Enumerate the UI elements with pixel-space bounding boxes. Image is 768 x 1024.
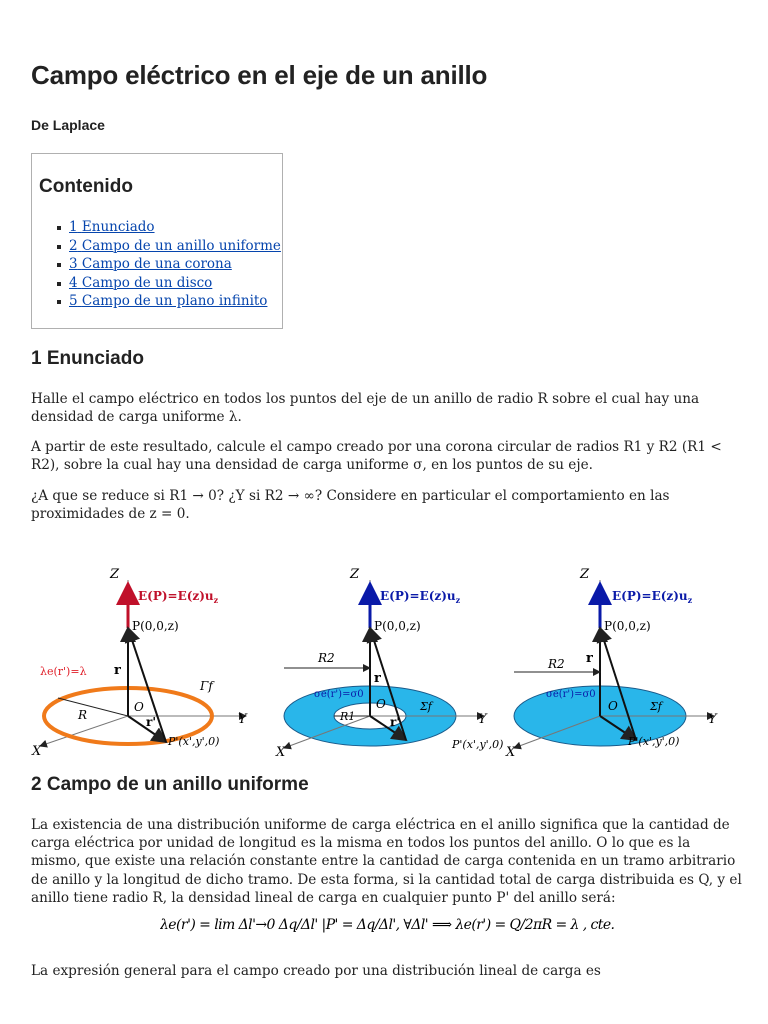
- origin-label: O: [134, 700, 144, 714]
- point-label: P(0,0,z): [374, 619, 421, 633]
- field-label: $E(P)=E(z)u_z$: [138, 589, 219, 605]
- corona-panel: [275, 567, 503, 760]
- z-axis-label: Z: [580, 567, 590, 582]
- x-axis-label: X: [32, 744, 42, 759]
- y-axis-label: Y: [708, 712, 717, 727]
- x-axis-label: X: [506, 745, 516, 760]
- toc-link-anillo[interactable]: 2 Campo de un anillo uniforme: [69, 237, 281, 254]
- disk-panel: [505, 567, 718, 760]
- r-label: r: [114, 663, 121, 678]
- r-label: r: [586, 651, 593, 666]
- paragraph: ¿A que se reduce si R1 → 0? ¿Y si R2 → ∞? Considere en particular el comportamiento en las proximidades de z = 0.: [31, 488, 670, 523]
- toc-item[interactable]: [69, 218, 281, 237]
- toc-item[interactable]: [69, 237, 281, 256]
- table-of-contents: [31, 153, 283, 329]
- toc-list: [32, 218, 281, 311]
- toc-link-enunciado[interactable]: 1 Enunciado: [69, 219, 155, 235]
- charge-distribution-figure: [28, 558, 748, 763]
- field-label: $E(P)=E(z)u_z$: [380, 589, 461, 605]
- origin-label: O: [608, 699, 618, 713]
- y-axis-label: Y: [478, 712, 487, 727]
- toc-item[interactable]: [69, 292, 281, 311]
- p-prime-label: P'(x',y',0): [168, 735, 220, 748]
- z-axis-label: Z: [350, 567, 360, 582]
- disk-density-label: σe(r')=σ0: [546, 689, 596, 700]
- field-label: $E(P)=E(z)u_z$: [612, 589, 693, 605]
- corona-r1-label: R1: [340, 710, 356, 723]
- section-heading-anillo: 2 Campo de un anillo uniforme: [31, 774, 309, 795]
- paragraph: Halle el campo eléctrico en todos los puntos del eje de un anillo de radio R sobre el cual hay una densidad de carga uniforme λ.: [31, 391, 700, 426]
- p-prime-label: P'(x',y',0): [452, 738, 504, 751]
- ring-panel: [31, 567, 248, 759]
- ring-curve-label: Γf: [200, 679, 213, 693]
- formula-text: λe(r') = lim Δl'→0 Δq/Δl' |P' = Δq/Δl', ∀Δl' ⟹ λe(r') = Q/2πR = λ , cte.: [160, 917, 615, 933]
- corona-density-label: σe(r')=σ0: [314, 689, 364, 700]
- y-axis-label: Y: [238, 712, 247, 727]
- disk-r2-label: R2: [548, 657, 565, 671]
- section-heading-enunciado: 1 Enunciado: [31, 348, 144, 369]
- z-axis-label: Z: [110, 567, 120, 582]
- r-prime-label: r': [390, 715, 400, 729]
- toc-link-corona[interactable]: 3 Campo de una corona: [69, 256, 232, 273]
- r-label: r: [374, 671, 381, 686]
- toc-item[interactable]: [69, 255, 281, 274]
- toc-link-disco[interactable]: 4 Campo de un disco: [69, 274, 213, 291]
- paragraph: A partir de este resultado, calcule el campo creado por una corona circular de radios R1 y R2 (R1 < R2), sobre la cual hay una densidad de carga uniforme σ, en los puntos de su eje.: [31, 439, 722, 474]
- point-label: P(0,0,z): [132, 619, 179, 633]
- paragraph: La existencia de una distribución uniforme de carga eléctrica en el anillo significa que la cantidad de carga eléctrica por unidad de longitud es la misma en todos los puntos del anillo. O lo que es la mismo, que existe una relación constante entre la cantidad de carga contenida en un tramo arbitrario de anillo y la longitud de dicho tramo. De esta forma, si la cantidad total de carga distribuida es Q, y el anillo tiene radio R, la densidad lineal de carga en cualquier punto P' del anillo será:: [31, 817, 742, 906]
- corona-r2-label: R2: [318, 651, 335, 665]
- ring-radius-label: R: [78, 708, 88, 722]
- toc-link-plano[interactable]: 5 Campo de un plano infinito: [69, 293, 268, 310]
- toc-heading: Contenido: [39, 176, 133, 197]
- point-label: P(0,0,z): [604, 619, 651, 633]
- toc-item[interactable]: [69, 274, 281, 293]
- ring-density-label: λe(r')=λ: [40, 665, 87, 678]
- paragraph: La expresión general para el campo creado por una distribución lineal de carga es: [31, 963, 601, 979]
- density-formula: [160, 905, 620, 951]
- origin-label: O: [376, 697, 386, 711]
- x-axis-label: X: [276, 745, 286, 760]
- page-title: Campo eléctrico en el eje de un anillo: [31, 60, 488, 90]
- surface-label: Σf: [420, 700, 432, 713]
- p-prime-label: P'(x',y',0): [628, 735, 680, 748]
- r-prime-label: r': [146, 715, 156, 729]
- byline: De Laplace: [31, 117, 105, 133]
- surface-label: Σf: [650, 700, 662, 713]
